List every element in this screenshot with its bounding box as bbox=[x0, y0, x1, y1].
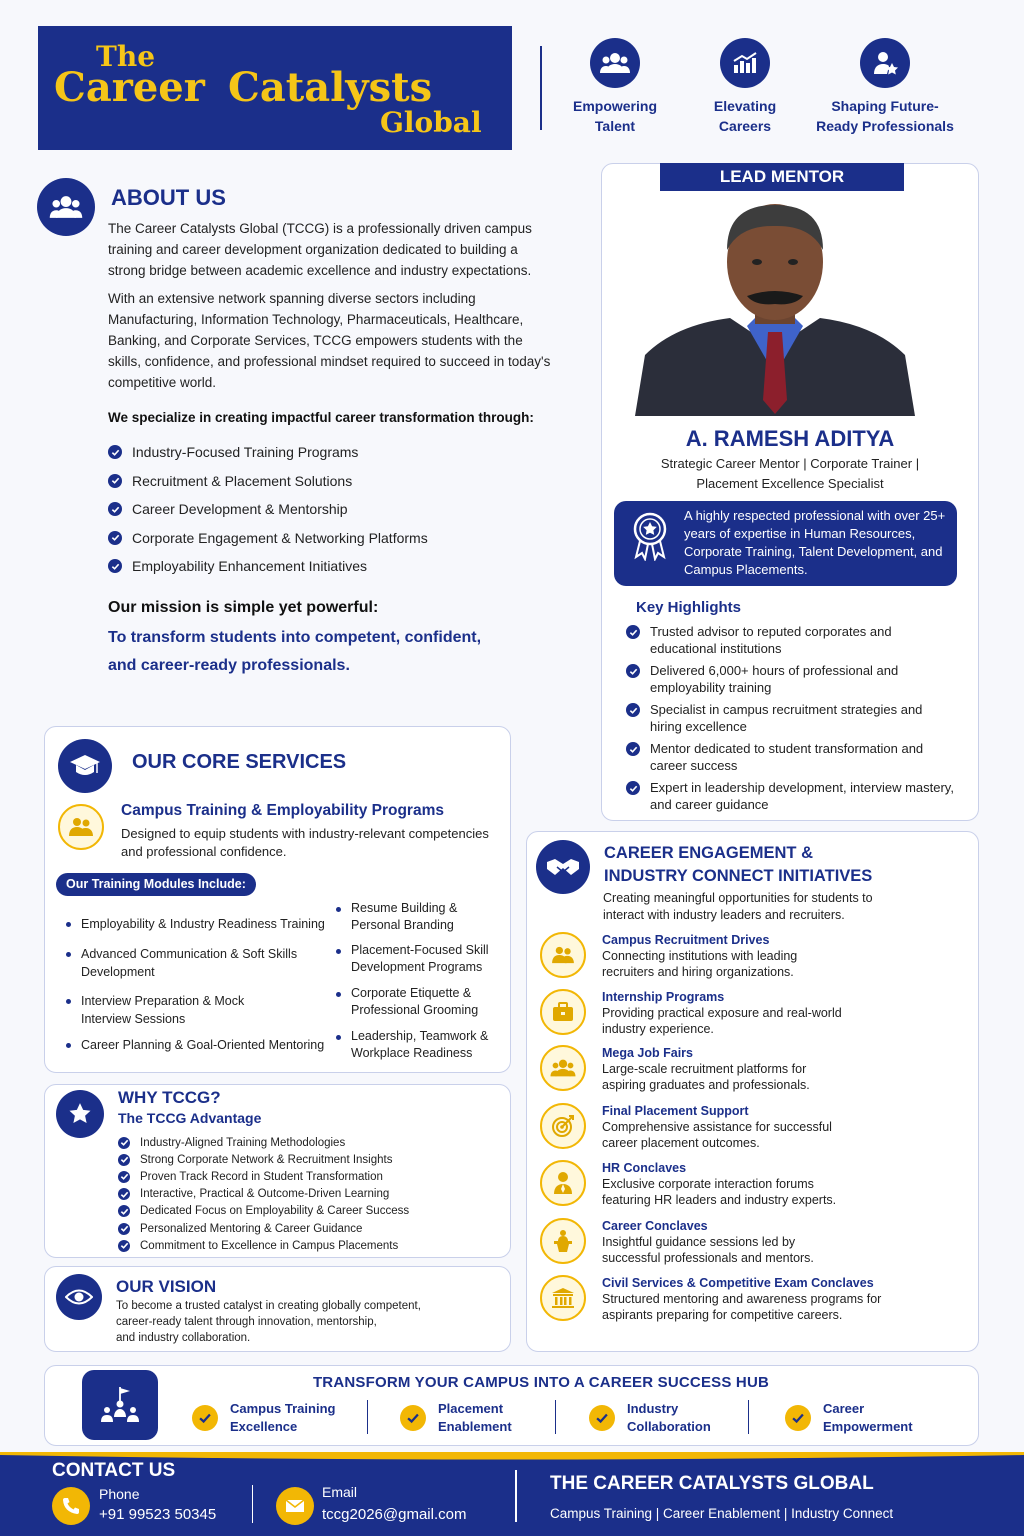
list-item-label: Resume Building & Personal Branding bbox=[351, 901, 458, 932]
engagement-item bbox=[540, 989, 970, 1046]
email-label: Email bbox=[322, 1484, 358, 1500]
list-item-label: Leadership, Teamwork & Workplace Readiness bbox=[351, 1029, 489, 1060]
transform-item-line1: Campus Training bbox=[230, 1401, 336, 1416]
services-title: OUR CORE SERVICES bbox=[132, 751, 347, 773]
bullet-icon bbox=[336, 992, 341, 997]
list-item bbox=[108, 552, 548, 581]
mission-line-2: and career-ready professionals. bbox=[108, 657, 350, 674]
modules-right-list bbox=[336, 900, 506, 1068]
engagement-item-desc: Exclusive corporate interaction forums featuring HR leaders and industry experts. bbox=[602, 1177, 837, 1207]
engagement-title-1: CAREER ENGAGEMENT & bbox=[604, 844, 814, 862]
lead-mentor-badge: LEAD MENTOR bbox=[660, 163, 904, 191]
value-line1: Empowering bbox=[572, 98, 657, 114]
list-item bbox=[336, 900, 506, 942]
users-icon bbox=[590, 38, 640, 88]
list-item-label: Strong Corporate Network & Recruitment Insights bbox=[140, 1153, 393, 1166]
why-list bbox=[118, 1134, 498, 1254]
mission-label: Our mission is simple yet powerful: bbox=[108, 599, 379, 616]
list-item-label: Advanced Communication & Soft Skills Development bbox=[81, 947, 298, 979]
eye-icon bbox=[56, 1274, 102, 1320]
highlights-list bbox=[626, 623, 956, 818]
vision-line-1: To become a trusted catalyst in creating globally competent, bbox=[116, 1300, 421, 1312]
about-list bbox=[108, 438, 548, 581]
check-icon bbox=[400, 1405, 426, 1431]
people-icon bbox=[540, 932, 586, 978]
list-item bbox=[108, 467, 548, 496]
why-subtitle: The TCCG Advantage bbox=[118, 1110, 262, 1126]
contact-title: CONTACT US bbox=[52, 1460, 176, 1481]
list-item bbox=[626, 623, 956, 662]
engagement-title-2: INDUSTRY CONNECT INITIATIVES bbox=[604, 867, 873, 885]
list-item bbox=[626, 779, 956, 818]
transform-item-line1: Career bbox=[823, 1401, 865, 1416]
value-elevating bbox=[690, 38, 800, 136]
award-icon bbox=[630, 511, 670, 566]
list-item bbox=[626, 740, 956, 779]
vision-line-2: career-ready talent through innovation, mentorship, bbox=[116, 1316, 377, 1328]
mentor-summary-box bbox=[614, 501, 957, 586]
list-item bbox=[66, 992, 328, 1036]
transform-item bbox=[400, 1399, 550, 1437]
engagement-item bbox=[540, 1160, 970, 1218]
check-icon bbox=[118, 1137, 130, 1149]
modules-label: Our Training Modules Include: bbox=[56, 873, 256, 896]
list-item-label: Corporate Engagement & Networking Platforms bbox=[132, 529, 428, 546]
bullet-icon bbox=[66, 1043, 71, 1048]
mentor-name: A. RAMESH ADITYA bbox=[685, 426, 895, 451]
list-item bbox=[336, 985, 506, 1028]
list-item-label: Career Development & Mentorship bbox=[132, 501, 348, 518]
transform-divider bbox=[748, 1400, 749, 1434]
list-item-label: Career Planning & Goal-Oriented Mentoring bbox=[81, 1038, 325, 1052]
about-specialize: We specialize in creating impactful career transformation through: bbox=[108, 410, 534, 425]
bullet-icon bbox=[336, 1035, 341, 1040]
value-line1: Elevating bbox=[713, 98, 777, 114]
logo-global: Global bbox=[380, 106, 482, 139]
list-item bbox=[118, 1151, 498, 1168]
phone-label: Phone bbox=[99, 1486, 140, 1502]
mentor-photo bbox=[635, 200, 915, 416]
email-icon bbox=[276, 1487, 314, 1525]
header-divider bbox=[540, 46, 542, 130]
list-item-label: Specialist in campus recruitment strategies and hiring excellence bbox=[650, 702, 923, 734]
list-item-label: Employability & Industry Readiness Training bbox=[81, 917, 325, 931]
engagement-item-desc: Connecting institutions with leading recruiters and hiring organizations. bbox=[602, 949, 798, 979]
mission-line-1: To transform students into competent, confident, bbox=[108, 629, 482, 646]
check-icon bbox=[626, 742, 640, 756]
engagement-item-title: Campus Recruitment Drives bbox=[602, 933, 770, 947]
check-icon bbox=[108, 445, 122, 459]
list-item bbox=[108, 524, 548, 553]
list-item-label: Personalized Mentoring & Career Guidance bbox=[140, 1222, 363, 1235]
bullet-icon bbox=[66, 952, 71, 957]
list-item-label: Interview Preparation & Mock Interview Sessions bbox=[81, 994, 245, 1026]
check-icon bbox=[785, 1405, 811, 1431]
professional-star-icon bbox=[860, 38, 910, 88]
engagement-item-desc: Comprehensive assistance for successful career placement outcomes. bbox=[602, 1120, 832, 1150]
about-paragraph-1: The Career Catalysts Global (TCCG) is a professionally driven campus training and career development organization dedicated to building a strong bridge between academic excellence and industry expectations. bbox=[108, 221, 532, 278]
check-icon bbox=[118, 1171, 130, 1183]
transform-item-line2: Excellence bbox=[230, 1419, 298, 1434]
engagement-item-title: Mega Job Fairs bbox=[602, 1046, 693, 1060]
value-line2: Talent bbox=[594, 118, 636, 134]
about-title: ABOUT US bbox=[111, 185, 226, 210]
list-item-label: Industry-Focused Training Programs bbox=[132, 444, 359, 461]
footer-tagline: Campus Training | Career Enablement | Industry Connect bbox=[550, 1506, 894, 1521]
list-item-label: Commitment to Excellence in Campus Placements bbox=[140, 1239, 399, 1252]
engagement-list bbox=[540, 932, 970, 1333]
list-item bbox=[118, 1134, 498, 1151]
about-paragraph-2: With an extensive network spanning diverse sectors including Manufacturing, Information Technology, Pharmaceuticals, Healthcare, Banking, and Corporate Services, TCCG empowers students with the skills, confidence, and professional mindset required to succeed in today's competitive world. bbox=[108, 291, 551, 390]
check-icon bbox=[118, 1154, 130, 1166]
list-item bbox=[66, 915, 328, 945]
list-item-label: Employability Enhancement Initiatives bbox=[132, 558, 368, 575]
transform-item bbox=[589, 1399, 739, 1437]
check-icon bbox=[589, 1405, 615, 1431]
highlights-title: Key Highlights bbox=[636, 599, 742, 616]
logo-banner bbox=[38, 26, 512, 150]
check-icon bbox=[118, 1223, 130, 1235]
check-icon bbox=[118, 1188, 130, 1200]
team-icon bbox=[37, 178, 95, 236]
transform-title: TRANSFORM YOUR CAMPUS INTO A CAREER SUCCESS HUB bbox=[312, 1374, 770, 1391]
transform-item-line2: Enablement bbox=[438, 1419, 512, 1434]
list-item bbox=[118, 1237, 498, 1254]
mentor-role-1: Strategic Career Mentor | Corporate Trainer | bbox=[660, 456, 920, 471]
government-icon bbox=[540, 1275, 586, 1321]
value-empowering bbox=[560, 38, 670, 136]
handshake-icon bbox=[536, 840, 590, 894]
list-item bbox=[108, 495, 548, 524]
logo-career: Career bbox=[54, 64, 205, 111]
list-item bbox=[118, 1220, 498, 1237]
logo-catalysts: Catalysts bbox=[228, 64, 433, 111]
vision-title: OUR VISION bbox=[116, 1277, 217, 1296]
mentor-summary: A highly respected professional with over 25+ years of expertise in Human Resources, Corporate Training, Talent Development, and Campus Placements. bbox=[684, 508, 946, 577]
transform-item-line2: Collaboration bbox=[627, 1419, 711, 1434]
engagement-item-title: HR Conclaves bbox=[602, 1161, 687, 1175]
value-line2: Ready Professionals bbox=[816, 118, 954, 134]
modules-left-list bbox=[66, 915, 328, 1066]
why-title: WHY TCCG? bbox=[118, 1088, 221, 1107]
list-item-label: Dedicated Focus on Employability & Career Success bbox=[140, 1205, 410, 1218]
vision-line-3: and industry collaboration. bbox=[116, 1332, 251, 1344]
value-line2: Careers bbox=[718, 118, 772, 134]
list-item bbox=[336, 942, 506, 985]
transform-divider bbox=[367, 1400, 368, 1434]
list-item bbox=[118, 1168, 498, 1185]
transform-item-line1: Industry bbox=[627, 1401, 679, 1416]
bullet-icon bbox=[336, 907, 341, 912]
transform-item bbox=[192, 1399, 362, 1437]
chart-icon bbox=[720, 38, 770, 88]
transform-item-line2: Empowerment bbox=[823, 1419, 913, 1434]
briefcase-icon bbox=[540, 989, 586, 1035]
mentor-role-2: Placement Excellence Specialist bbox=[696, 476, 884, 491]
engagement-item-title: Career Conclaves bbox=[602, 1219, 708, 1233]
check-icon bbox=[626, 625, 640, 639]
bullet-icon bbox=[66, 999, 71, 1004]
engagement-item bbox=[540, 932, 970, 989]
transform-divider bbox=[555, 1400, 556, 1434]
footer-org-name: THE CAREER CATALYSTS GLOBAL bbox=[550, 1473, 874, 1494]
engagement-item-title: Final Placement Support bbox=[602, 1104, 749, 1118]
program-desc: Designed to equip students with industry-relevant competencies and professional confidence. bbox=[121, 826, 489, 859]
engagement-item bbox=[540, 1218, 970, 1275]
list-item-label: Interactive, Practical & Outcome-Driven Learning bbox=[140, 1188, 390, 1201]
list-item-label: Corporate Etiquette & Professional Grooming bbox=[351, 986, 479, 1017]
engagement-desc: Creating meaningful opportunities for students to interact with industry leaders and recruiters. bbox=[603, 891, 873, 922]
check-icon bbox=[108, 474, 122, 488]
group-icon bbox=[540, 1045, 586, 1091]
email-address[interactable]: tccg2026@gmail.com bbox=[322, 1506, 467, 1523]
phone-number[interactable]: +91 99523 50345 bbox=[99, 1506, 217, 1523]
list-item bbox=[336, 1028, 506, 1068]
list-item-label: Mentor dedicated to student transformation and career success bbox=[650, 741, 924, 773]
list-item bbox=[626, 662, 956, 701]
list-item-label: Recruitment & Placement Solutions bbox=[132, 472, 353, 489]
engagement-item-title: Civil Services & Competitive Exam Conclaves bbox=[602, 1276, 874, 1290]
list-item bbox=[118, 1203, 498, 1220]
transform-item bbox=[785, 1399, 945, 1437]
list-item bbox=[118, 1186, 498, 1203]
list-item-label: Proven Track Record in Student Transformation bbox=[140, 1170, 383, 1183]
check-icon bbox=[192, 1405, 218, 1431]
star-icon bbox=[56, 1090, 104, 1138]
phone-icon bbox=[52, 1487, 90, 1525]
check-icon bbox=[118, 1205, 130, 1217]
target-icon bbox=[540, 1103, 586, 1149]
list-item-label: Placement-Focused Skill Development Programs bbox=[351, 943, 489, 974]
engagement-item-desc: Providing practical exposure and real-world industry experience. bbox=[602, 1005, 842, 1036]
engagement-item-desc: Insightful guidance sessions led by successful professionals and mentors. bbox=[602, 1235, 814, 1265]
list-item bbox=[66, 945, 328, 992]
list-item bbox=[66, 1036, 328, 1066]
check-icon bbox=[108, 531, 122, 545]
footer-divider bbox=[515, 1470, 517, 1522]
value-line1: Shaping Future- bbox=[831, 98, 939, 114]
graduation-cap-icon bbox=[58, 739, 112, 793]
list-item-label: Industry-Aligned Training Methodologies bbox=[140, 1136, 346, 1149]
engagement-item-title: Internship Programs bbox=[602, 989, 725, 1004]
speaker-icon bbox=[540, 1160, 586, 1206]
list-item bbox=[108, 438, 548, 467]
list-item-label: Expert in leadership development, interview mastery, and career guidance bbox=[650, 780, 954, 812]
engagement-item bbox=[540, 1045, 970, 1103]
program-title: Campus Training & Employability Programs bbox=[121, 802, 444, 819]
logo-the: The bbox=[96, 40, 156, 73]
check-icon bbox=[626, 664, 640, 678]
list-item-label: Delivered 6,000+ hours of professional and employability training bbox=[650, 663, 899, 695]
check-icon bbox=[108, 559, 122, 573]
list-item-label: Trusted advisor to reputed corporates and educational institutions bbox=[650, 624, 892, 656]
leadership-flag-icon bbox=[82, 1370, 158, 1440]
check-icon bbox=[626, 703, 640, 717]
transform-item-line1: Placement bbox=[438, 1401, 504, 1416]
check-icon bbox=[118, 1240, 130, 1252]
podium-icon bbox=[540, 1218, 586, 1264]
engagement-item-desc: Large-scale recruitment platforms for aspiring graduates and professionals. bbox=[602, 1062, 810, 1092]
check-icon bbox=[626, 781, 640, 795]
list-item bbox=[626, 701, 956, 740]
trainees-icon bbox=[58, 804, 104, 850]
engagement-item-desc: Structured mentoring and awareness programs for aspirants preparing for competitive careers. bbox=[602, 1292, 882, 1322]
value-shaping bbox=[810, 38, 960, 136]
bullet-icon bbox=[336, 949, 341, 954]
engagement-item bbox=[540, 1275, 970, 1333]
footer-divider bbox=[252, 1485, 253, 1523]
engagement-item bbox=[540, 1103, 970, 1160]
check-icon bbox=[108, 502, 122, 516]
bullet-icon bbox=[66, 922, 71, 927]
